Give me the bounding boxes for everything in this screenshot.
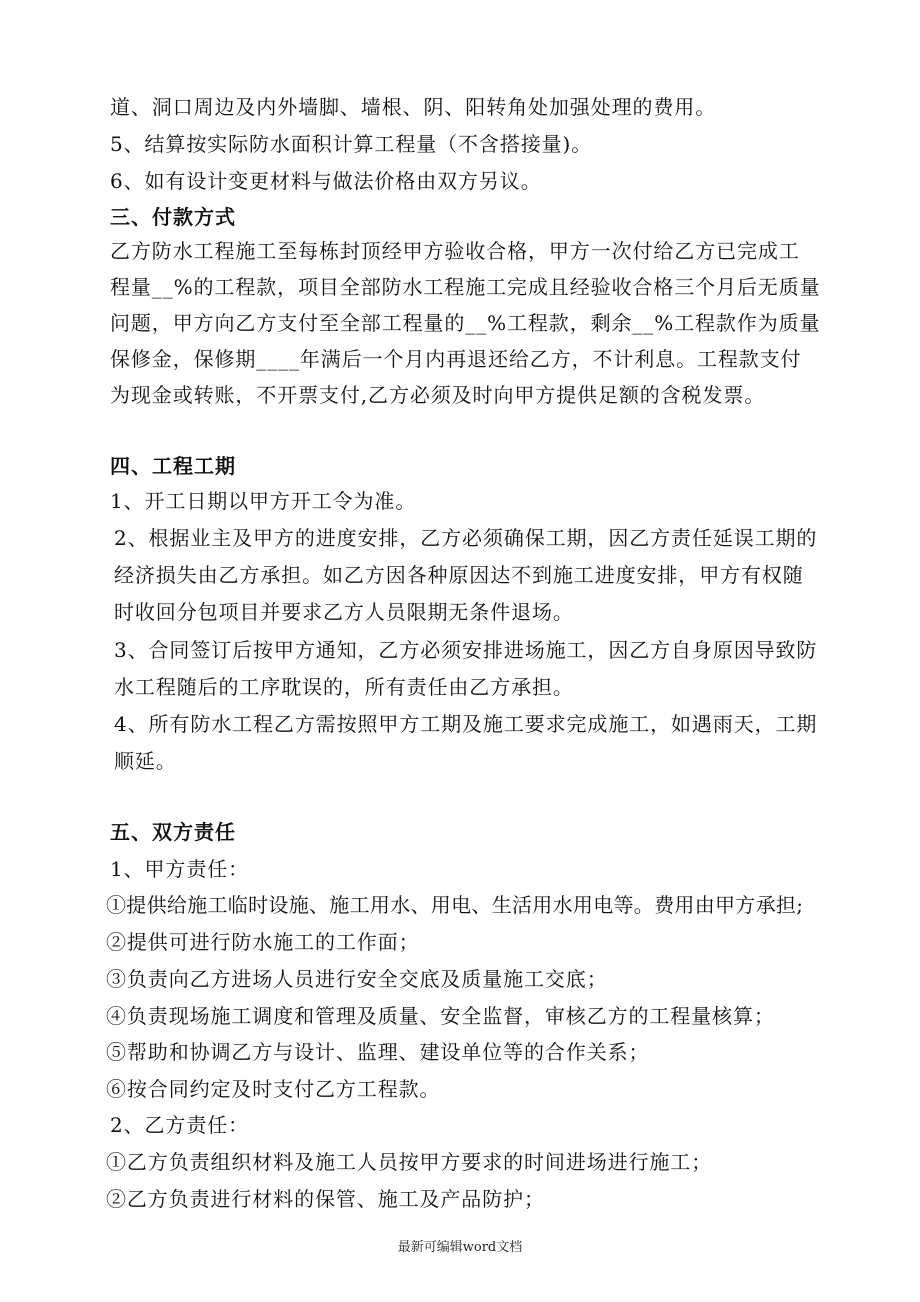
text-line: 经济损失由乙方承担。如乙方因各种原因达不到施工进度安排，甲方有权随 <box>114 563 804 587</box>
text-line: 问题，甲方向乙方支付至全部工程量的__%工程款，剩余__%工程款作为质量 <box>110 311 821 335</box>
list-item: ②提供可进行防水施工的工作面； <box>106 930 420 954</box>
text-line: 3、合同签订后按甲方通知，乙方必须安排进场施工，因乙方自身原因导致防 <box>114 638 818 662</box>
text-line: 2、根据业主及甲方的进度安排，乙方必须确保工期，因乙方责任延误工期的 <box>114 526 818 550</box>
list-item: ⑥按合同约定及时支付乙方工程款。 <box>106 1077 441 1101</box>
text-line: 4、所有防水工程乙方需按照甲方工期及施工要求完成施工，如遇雨天，工期 <box>114 712 818 736</box>
text-line: 保修金，保修期____年满后一个月内再退还给乙方，不计利息。工程款支付 <box>110 347 802 371</box>
text-line: 顺延。 <box>114 749 177 773</box>
text-line: 为现金或转账，不开票支付,乙方必须及时向甲方提供足额的含税发票。 <box>110 383 766 407</box>
text-line: 道、洞口周边及内外墙脚、墙根、阴、阳转角处加强处理的费用。 <box>110 95 717 119</box>
text-line: 6、如有设计变更材料与做法价格由双方另议。 <box>110 169 542 193</box>
list-item: ④负责现场施工调度和管理及质量、安全监督，审核乙方的工程量核算； <box>106 1004 775 1028</box>
section-heading-schedule: 四、工程工期 <box>110 454 236 478</box>
text-line: 乙方防水工程施工至每栋封顶经甲方验收合格，甲方一次付给乙方已完成工 <box>110 239 800 263</box>
text-line: 程量__%的工程款，项目全部防水工程施工完成且经验收合格三个月后无质量 <box>110 275 821 299</box>
section-heading-responsibilities: 五、双方责任 <box>110 820 236 844</box>
text-line: 1、甲方责任： <box>110 857 250 881</box>
section-heading-payment: 三、付款方式 <box>110 205 236 229</box>
page-footer: 最新可编辑word文档 <box>397 1240 523 1255</box>
list-item: ①提供给施工临时设施、施工用水、用电、生活用水用电等。费用由甲方承担; <box>106 893 804 917</box>
text-line: 时收回分包项目并要求乙方人员限期无条件退场。 <box>114 600 574 624</box>
list-item: ②乙方负责进行材料的保管、施工及产品防护； <box>106 1187 545 1211</box>
list-item: ③负责向乙方进场人员进行安全交底及质量施工交底； <box>106 967 608 991</box>
list-item: ①乙方负责组织材料及施工人员按甲方要求的时间进场进行施工； <box>106 1150 713 1174</box>
text-line: 2、乙方责任： <box>110 1113 250 1137</box>
text-line: 1、开工日期以甲方开工令为准。 <box>110 489 417 513</box>
list-item: ⑤帮助和协调乙方与设计、监理、建设单位等的合作关系； <box>106 1040 650 1064</box>
text-line: 水工程随后的工序耽误的，所有责任由乙方承担。 <box>114 675 574 699</box>
text-line: 5、结算按实际防水面积计算工程量（不含搭接量)。 <box>110 132 593 156</box>
